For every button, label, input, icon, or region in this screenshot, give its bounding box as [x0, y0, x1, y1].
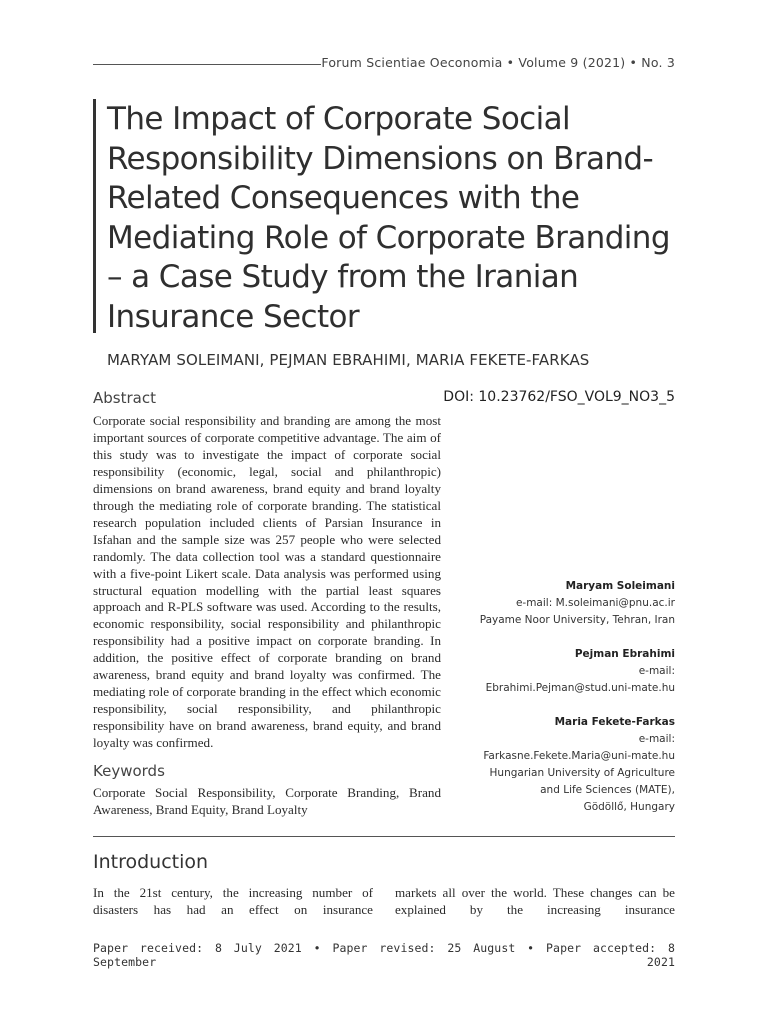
paper-dates-footer: Paper received: 8 July 2021 • Paper revised: 25 August • Paper accepted: 8 September 2021	[93, 941, 675, 969]
affiliation-email-label: e-mail:	[638, 665, 675, 677]
affiliations	[435, 578, 675, 833]
title-accent-bar	[93, 99, 96, 333]
affiliation-location: Gödöllő, Hungary	[583, 801, 675, 813]
affiliation-name: Pejman Ebrahimi	[574, 648, 675, 660]
affiliation-email[interactable]: Farkasne.Fekete.Maria@uni-mate.hu	[483, 750, 675, 762]
abstract-text: Corporate social responsibility and branding are among the most important sources of corporate competitive advantage. The aim of this study was to investigate the impact of corporate social responsibility (economic, legal, social and philanthropic) dimensions on brand awareness, brand equity and brand loyalty through the mediating role of corporate branding. The statistical research population included clients of Parsian Insurance in Isfahan and the sample size was 257 people who were selected randomly. The data collection tool was a standard questionnaire with a five-point Likert scale. Data analysis was performed using structural equation modelling with the partial least squares approach and R-PLS software was used. According to the results, economic responsibility, social responsibility and philanthropic responsibility had a positive impact on corporate branding. In addition, the positive effect of corporate branding on brand awareness, brand equity and brand loyalty was confirmed. The mediating role of corporate branding in the effect which economic responsibility, social responsibility, and philanthropic responsibility have on brand awareness, brand equity, and brand loyalty was confirmed.	[93, 413, 441, 751]
introduction-column-right: markets all over the world. These changes can be explained by the increasing insurance	[395, 885, 675, 917]
header-rule	[93, 64, 321, 65]
introduction-column-left: In the 21st century, the increasing number of disasters has had an effect on insurance	[93, 885, 373, 917]
keywords-text: Corporate Social Responsibility, Corporate Branding, Brand Awareness, Brand Equity, Brand Loyalty	[93, 785, 441, 817]
affiliation-fekete-farkas	[435, 714, 675, 816]
affiliation-email[interactable]: e-mail: M.soleimani@pnu.ac.ir	[515, 597, 675, 609]
affiliation-email[interactable]: Ebrahimi.Pejman@stud.uni-mate.hu	[485, 682, 675, 694]
affiliation-email-label: e-mail:	[638, 733, 675, 745]
journal-header: Forum Scientiae Oeconomia • Volume 9 (2021) • No. 3	[321, 55, 675, 70]
keywords-heading: Keywords	[93, 762, 165, 780]
affiliation-name: Maryam Soleimani	[565, 580, 675, 592]
affiliation-ebrahimi	[435, 646, 675, 697]
affiliation-institution: Hungarian University of Agriculture	[489, 767, 675, 779]
affiliation-name: Maria Fekete-Farkas	[554, 716, 675, 728]
introduction-heading: Introduction	[93, 851, 209, 873]
affiliation-institution: Payame Noor University, Tehran, Iran	[479, 614, 675, 626]
section-divider	[93, 836, 675, 837]
abstract-heading: Abstract	[93, 389, 156, 407]
doi-link[interactable]: DOI: 10.23762/FSO_VOL9_NO3_5	[443, 389, 675, 405]
affiliation-institution: and Life Sciences (MATE),	[540, 784, 675, 796]
affiliation-soleimani	[435, 578, 675, 629]
author-list: MARYAM SOLEIMANI, PEJMAN EBRAHIMI, MARIA FEKETE-FARKAS	[107, 351, 590, 369]
article-title: The Impact of Corporate Social Responsibility Dimensions on Brand-Related Consequences with the Mediating Role of Corporate Branding – a Case Study from the Iranian Insurance Sector	[107, 101, 670, 335]
